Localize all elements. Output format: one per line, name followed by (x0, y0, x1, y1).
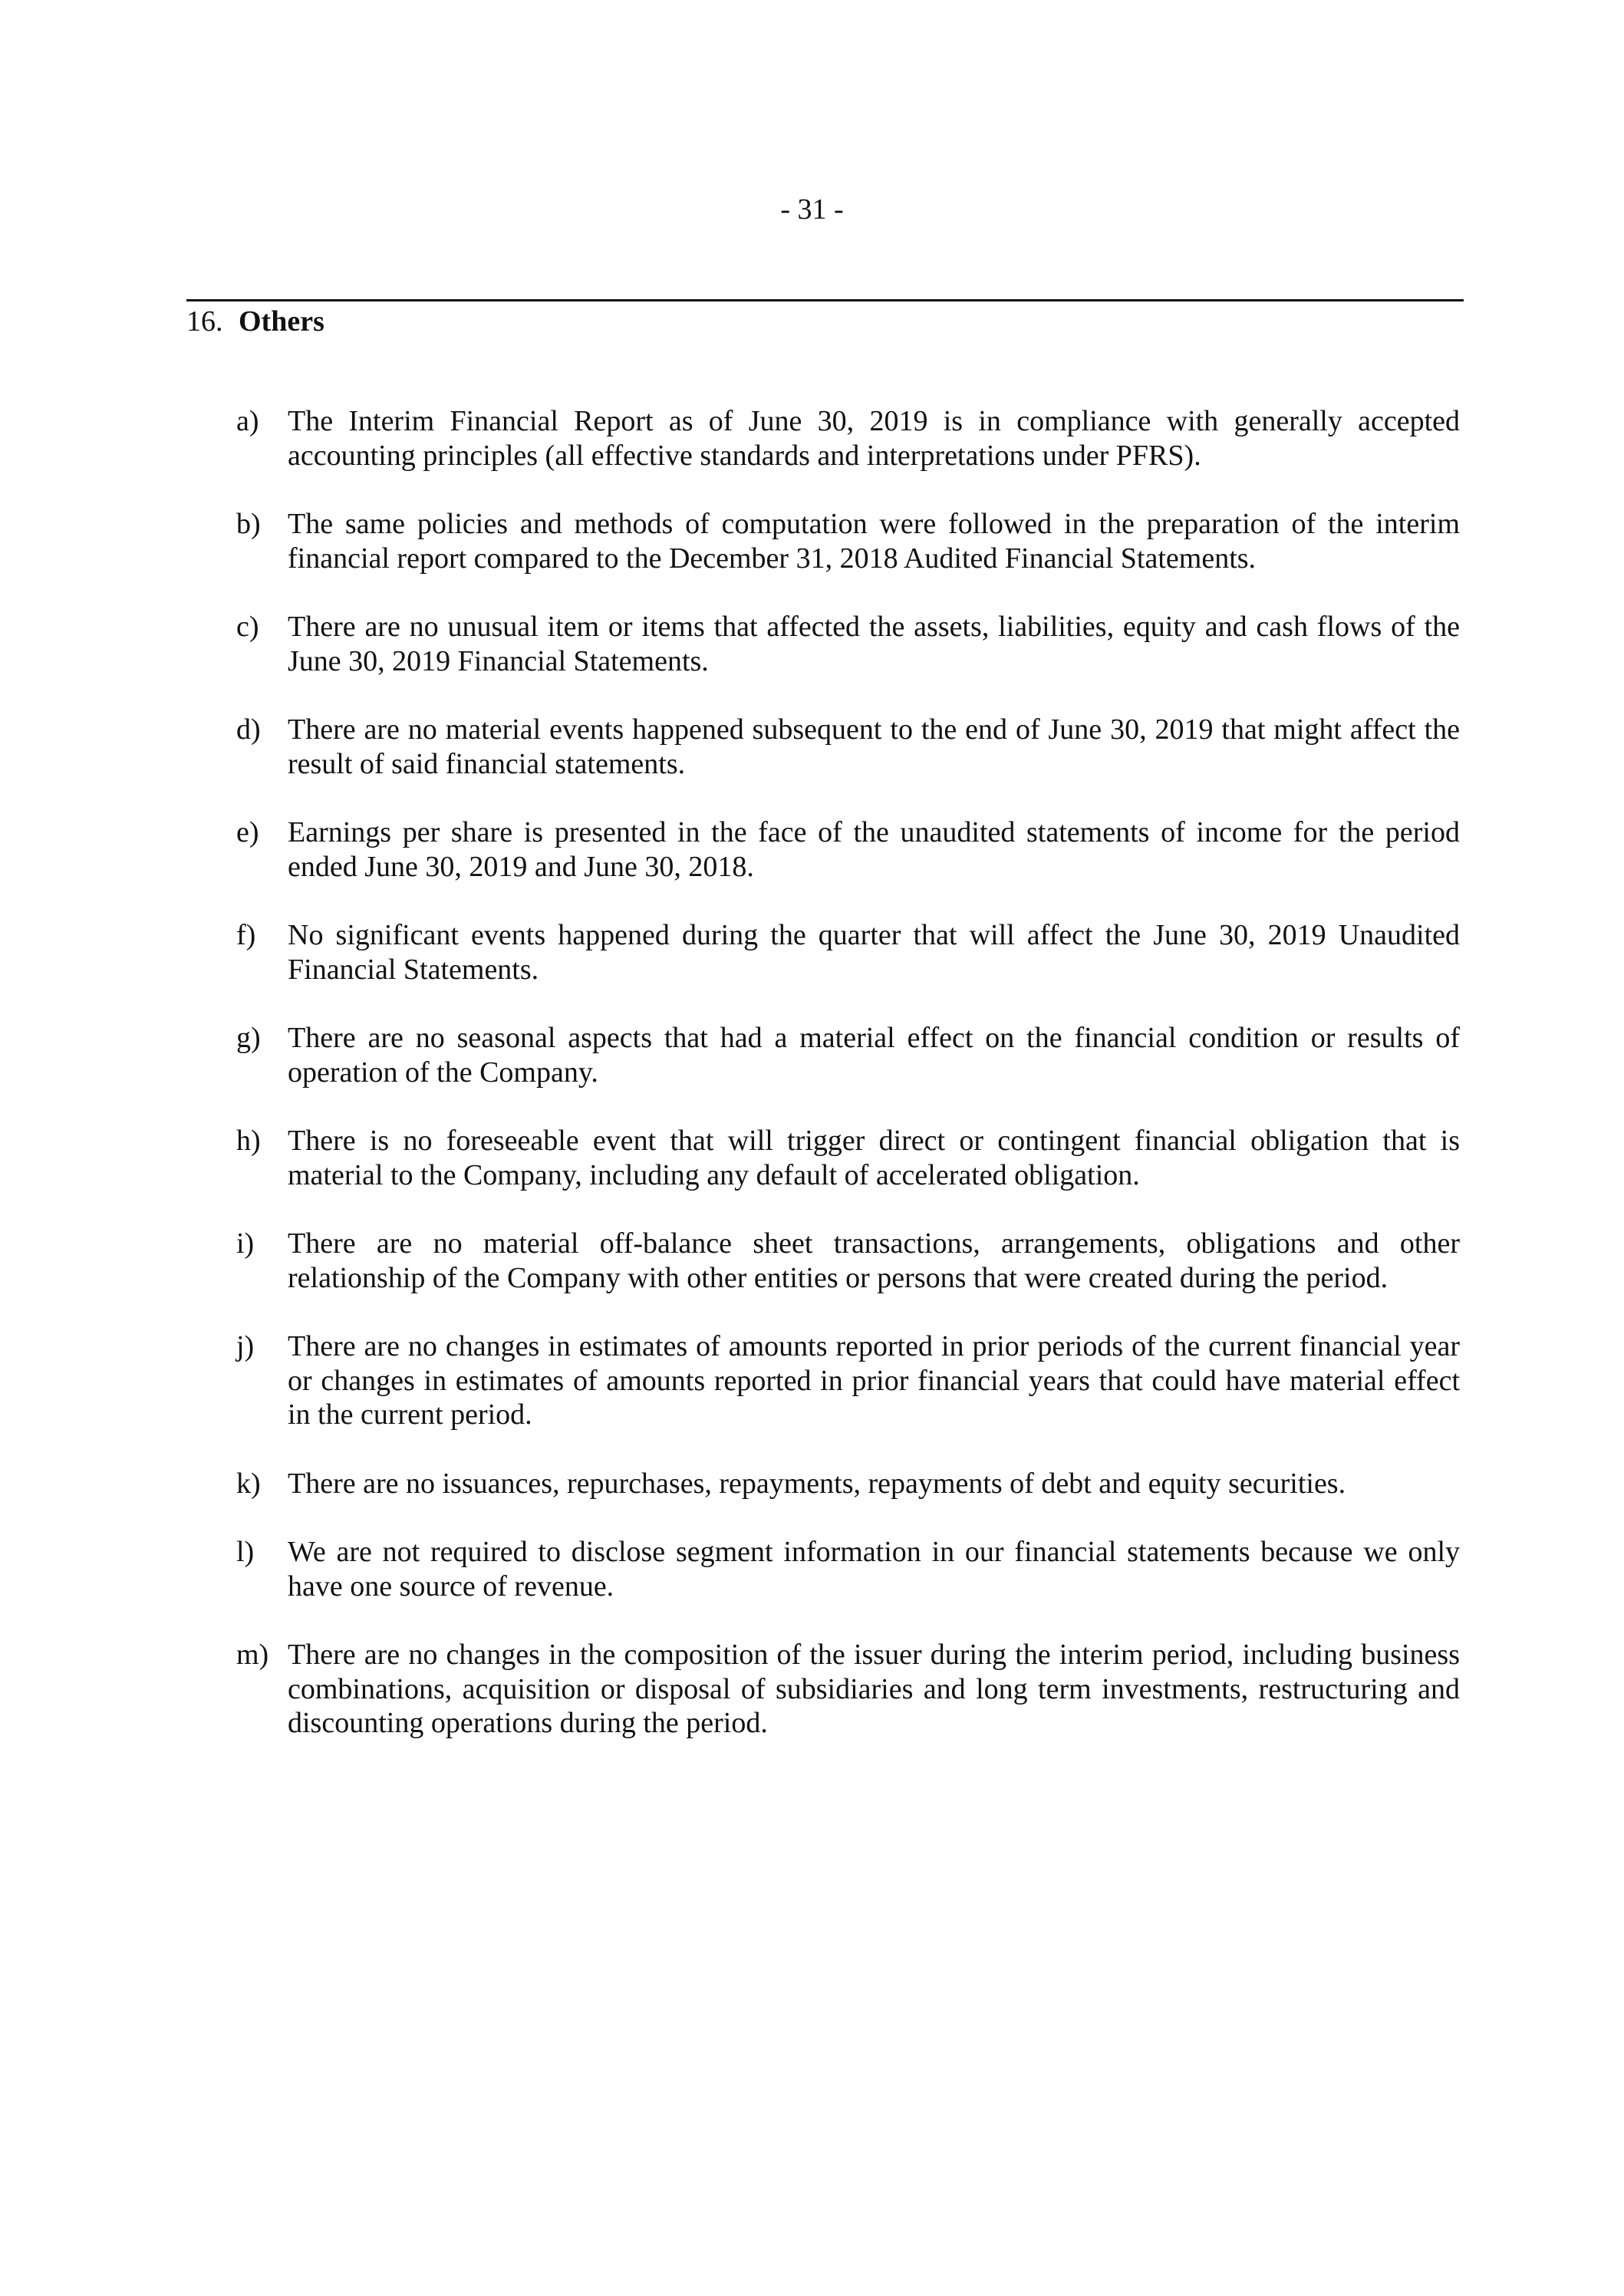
section-number: 16. (186, 305, 223, 338)
list-item (236, 1535, 1460, 1603)
list-item (236, 610, 1460, 678)
list-item-marker: e) (236, 816, 259, 848)
list-item (236, 1124, 1460, 1192)
list-item (236, 918, 1460, 987)
section-title: Others (239, 305, 324, 338)
list-item (236, 1467, 1460, 1501)
list-item (236, 1227, 1460, 1295)
list-item-text: There are no issuances, repurchases, repayments, repayments of debt and equity securities. (288, 1467, 1346, 1500)
list-item-text: There are no material events happened subsequent to the end of June 30, 2019 that might affect the result of said financial statements. (288, 713, 1460, 780)
list-item (236, 404, 1460, 473)
list-item-text: There are no changes in estimates of amounts reported in prior periods of the current financial year or changes in estimates of amounts reported in prior financial years that could have material effect in the current period. (288, 1330, 1460, 1431)
list-item-text: The same policies and methods of computation were followed in the preparation of the interim financial report compared to the December 31, 2018 Audited Financial Statements. (288, 508, 1460, 575)
list-item (236, 1638, 1460, 1741)
list-item-text: The Interim Financial Report as of June 30, 2019 is in compliance with generally accepted accounting principles (all effective standards and interpretations under PFRS). (288, 405, 1460, 472)
list-item-marker: h) (236, 1125, 261, 1157)
list-item (236, 507, 1460, 575)
list-item-text: There are no material off-balance sheet transactions, arrangements, obligations and other relationship of the Company with other entities or persons that were created during the period. (288, 1227, 1460, 1294)
list-item-marker: c) (236, 611, 259, 643)
list-item-marker: j) (236, 1330, 255, 1362)
list-item-marker: f) (236, 919, 256, 951)
list-item-marker: d) (236, 713, 261, 746)
list-item-text: There are no seasonal aspects that had a material effect on the financial condition or results of operation of the Company. (288, 1022, 1460, 1089)
header-divider (186, 299, 1464, 301)
list-item-text: There are no changes in the composition of the issuer during the interim period, including business combinations, acquisition or disposal of subsidiaries and long term investments, restructuring and discounting operations during the period. (288, 1639, 1460, 1739)
list-item-marker: m) (236, 1639, 269, 1671)
list-item-text: There is no foreseeable event that will trigger direct or contingent financial obligation that is material to the Company, including any default of accelerated obligation. (288, 1125, 1460, 1191)
list-item-marker: l) (236, 1536, 255, 1568)
list-item (236, 1329, 1460, 1432)
list-item-text: Earnings per share is presented in the face of the unaudited statements of income for the period ended June 30, 2019 and June 30, 2018. (288, 816, 1460, 883)
list-item-marker: b) (236, 508, 261, 540)
list-item-text: We are not required to disclose segment information in our financial statements because we only have one source of revenue. (288, 1536, 1460, 1603)
list-item-marker: g) (236, 1022, 261, 1054)
list-item-marker: k) (236, 1467, 261, 1500)
notes-list (236, 404, 1460, 1775)
list-item (236, 1021, 1460, 1089)
section-heading (186, 304, 324, 339)
list-item-marker: i) (236, 1227, 255, 1260)
list-item (236, 713, 1460, 781)
list-item-text: No significant events happened during the quarter that will affect the June 30, 2019 Unaudited Financial Statements. (288, 919, 1460, 986)
list-item-text: There are no unusual item or items that affected the assets, liabilities, equity and cash flows of the June 30, 2019 Financial Statements. (288, 611, 1460, 677)
page-number: - 31 - (780, 193, 844, 226)
list-item (236, 815, 1460, 884)
list-item-marker: a) (236, 405, 259, 437)
